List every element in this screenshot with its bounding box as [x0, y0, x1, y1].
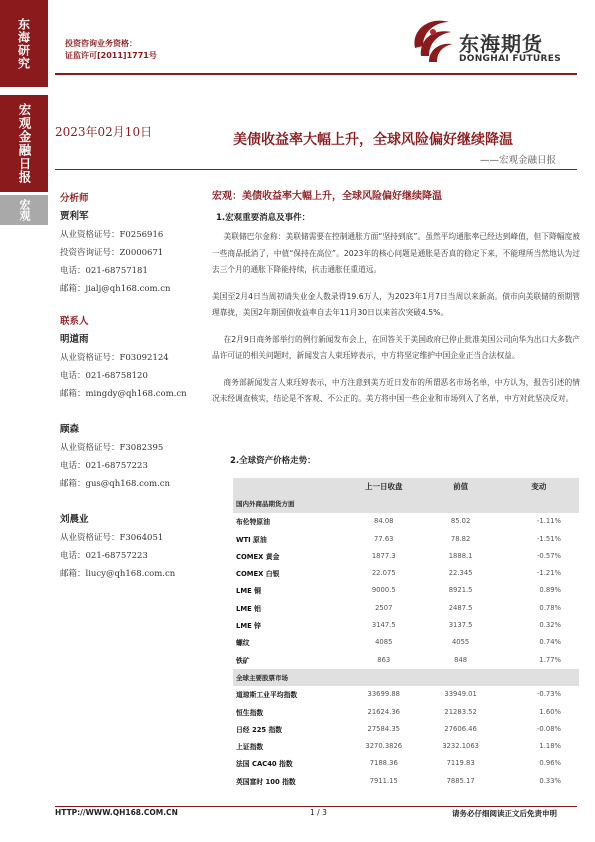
news-paragraph: 美国至2月4日当周初请失业金人数录得19.6万人，为2023年1月7日当周以来新高。债市向美联储的预期管理靠拢，美国2年期国债收益率自去年11月30日以来首次突破4.5%。 — [212, 291, 580, 317]
footer-url[interactable]: HTTP://WWW.QH168.COM.CN — [55, 808, 178, 817]
qualification-label: 投资咨询业务资格： — [65, 39, 137, 48]
previous-value: 78.82 — [423, 530, 499, 547]
change-value: 1.18% — [499, 737, 579, 754]
license-number: 证监许可[2011]1771号 — [65, 51, 157, 60]
contact-email[interactable]: 邮箱：gus@qh168.com.cn — [60, 479, 170, 489]
page-number: 1 / 3 — [310, 808, 327, 817]
contact-name: 刘晨业 — [60, 514, 89, 525]
asset-name: 上证指数 — [233, 737, 345, 754]
contact-cert: 从业资格证号：F0256916 — [60, 230, 164, 240]
change-value: -1.11% — [499, 513, 579, 530]
contact-name: 顾森 — [60, 424, 80, 435]
news-paragraph: 商务部新闻发言人束珏婷表示，中方注意到美方近日发布的所谓恶名市场名单，中方认为，报告引述的情况未经调查核实，结论是不客观、不公正的。美方将中国一些企业和市场列入了名单，中方对此坚决反对。 — [212, 377, 580, 403]
asset-name: 道琼斯工业平均指数 — [233, 686, 345, 703]
contact-cert: 从业资格证号：F3064051 — [60, 533, 164, 543]
contact-person-heading: 联系人 — [60, 316, 89, 327]
contact-phone: 电话：021-68757223 — [60, 461, 148, 471]
header-divider — [55, 73, 577, 75]
logo-chinese-name: 东海期货 — [459, 32, 543, 56]
table-row — [233, 616, 579, 633]
price-heading: 2.全球资产价格走势： — [230, 455, 316, 466]
previous-value: 33949.01 — [423, 686, 499, 703]
change-value: 1.77% — [499, 651, 579, 668]
last-close: 84.08 — [345, 513, 423, 530]
contact-name: 贾利军 — [60, 211, 89, 222]
group-label: 国内外商品期货方面 — [233, 495, 579, 512]
table-row — [233, 651, 579, 668]
asset-name: COMEX 黄金 — [233, 547, 345, 564]
last-close: 3147.5 — [345, 616, 423, 633]
previous-value: 22.345 — [423, 564, 499, 581]
main-content — [212, 187, 580, 466]
table-row — [233, 634, 579, 651]
footer-divider — [55, 806, 577, 807]
asset-name: 铁矿 — [233, 651, 345, 668]
table-row — [233, 530, 579, 547]
contact-phone: 电话：021-68757223 — [60, 551, 148, 561]
table-row — [233, 720, 579, 737]
report-title: 美债收益率大幅上升，全球风险偏好继续降温 — [233, 132, 513, 148]
last-close: 4085 — [345, 634, 423, 651]
title-divider — [55, 169, 577, 170]
last-close: 7188.36 — [345, 755, 423, 772]
change-value: 0.32% — [499, 616, 579, 633]
previous-value: 3232.1063 — [423, 737, 499, 754]
contact-email[interactable]: 邮箱：liucy@qh168.com.cn — [60, 569, 176, 579]
asset-name: LME 锌 — [233, 616, 345, 633]
table-body — [233, 495, 579, 789]
table-row — [233, 686, 579, 703]
report-subtitle: ——宏观金融日报 — [480, 155, 557, 166]
column-header: 上一日收盘 — [345, 478, 423, 495]
previous-value: 3137.5 — [423, 616, 499, 633]
change-value: 0.74% — [499, 634, 579, 651]
change-value: -1.51% — [499, 530, 579, 547]
change-value: -0.57% — [499, 547, 579, 564]
previous-value: 2487.5 — [423, 599, 499, 616]
table-row — [233, 513, 579, 530]
asset-name: LME 铝 — [233, 599, 345, 616]
news-heading: 1.宏观重要消息及事件： — [216, 213, 311, 223]
table-row — [233, 737, 579, 754]
asset-name: 日经 225 指数 — [233, 720, 345, 737]
asset-price-table — [233, 478, 579, 790]
analyst-heading: 分析师 — [60, 193, 89, 204]
previous-value: 8921.5 — [423, 582, 499, 599]
contact-advisory: 投资咨询证号：Z0000671 — [60, 248, 164, 258]
logo-english-name: DONGHAI FUTURES — [459, 54, 561, 64]
change-value: 0.78% — [499, 599, 579, 616]
last-close: 27584.35 — [345, 720, 423, 737]
asset-name: 英国富时 100 指数 — [233, 772, 345, 789]
sidebar-report-type: 宏观金融日报 — [0, 95, 48, 192]
asset-name: COMEX 白银 — [233, 564, 345, 581]
last-close: 863 — [345, 651, 423, 668]
contact-email[interactable]: 邮箱：mingdy@qh168.com.cn — [60, 389, 187, 399]
change-value: 1.60% — [499, 703, 579, 720]
asset-name: 螺纹 — [233, 634, 345, 651]
previous-value: 27606.46 — [423, 720, 499, 737]
last-close: 2507 — [345, 599, 423, 616]
asset-name: LME 铜 — [233, 582, 345, 599]
last-close: 7911.15 — [345, 772, 423, 789]
column-header: 前值 — [423, 478, 499, 495]
group-label: 全球主要股票市场 — [233, 668, 579, 685]
last-close: 33699.88 — [345, 686, 423, 703]
previous-value: 85.02 — [423, 513, 499, 530]
previous-value: 1888.1 — [423, 547, 499, 564]
contact-cert: 从业资格证号：F03092124 — [60, 353, 169, 363]
contact-cert: 从业资格证号：F3082395 — [60, 443, 164, 453]
column-header: 变动 — [499, 478, 579, 495]
previous-value: 848 — [423, 651, 499, 668]
change-value: -1.21% — [499, 564, 579, 581]
contact-phone: 电话：021-68758120 — [60, 371, 148, 381]
table-header-row — [233, 478, 579, 495]
asset-name: WTI 原油 — [233, 530, 345, 547]
last-close: 77.63 — [345, 530, 423, 547]
change-value: -0.08% — [499, 720, 579, 737]
last-close: 3270.3826 — [345, 737, 423, 754]
contact-email[interactable]: 邮箱：jialj@qh168.com.cn — [60, 284, 171, 294]
table-row — [233, 599, 579, 616]
last-close: 9000.5 — [345, 582, 423, 599]
last-close: 22.075 — [345, 564, 423, 581]
table-row — [233, 772, 579, 789]
table-row — [233, 703, 579, 720]
change-value: 0.33% — [499, 772, 579, 789]
sidebar-company: 东海研究 — [0, 0, 48, 87]
previous-value: 4055 — [423, 634, 499, 651]
previous-value: 7885.17 — [423, 772, 499, 789]
news-paragraph: 在2月9日商务部举行的例行新闻发布会上，在回答关于美国政府已停止批准美国公司向华为出口大多数产品许可证的相关问题时，新闻发言人束珏婷表示，中方将坚定维护中国企业正当合法权益。 — [212, 334, 580, 360]
last-close: 1877.3 — [345, 547, 423, 564]
table-row — [233, 547, 579, 564]
contacts-column — [60, 190, 210, 583]
table-row — [233, 755, 579, 772]
report-date: 2023年02月10日 — [55, 125, 153, 139]
sidebar-category: 宏观 — [0, 195, 48, 225]
column-header — [233, 478, 345, 495]
asset-name: 法国 CAC40 指数 — [233, 755, 345, 772]
qualification-block — [65, 38, 157, 62]
contact-phone: 电话：021-68757181 — [60, 266, 148, 276]
last-close: 21624.36 — [345, 703, 423, 720]
previous-value: 21283.52 — [423, 703, 499, 720]
asset-name: 布伦特原油 — [233, 513, 345, 530]
table-row — [233, 582, 579, 599]
contact-name: 明道雨 — [60, 334, 89, 345]
previous-value: 7119.83 — [423, 755, 499, 772]
company-logo — [407, 10, 577, 72]
change-value: -0.73% — [499, 686, 579, 703]
table-group-row — [233, 668, 579, 685]
change-value: 0.89% — [499, 582, 579, 599]
news-paragraph: 美联储巴尔金称：美联储需要在控制通胀方面“坚持到底”。虽然平均通胀率已经达到峰值，但下降幅度被一些商品抵消了，中值“保持在高位”。2023年的核心问题是通胀是否真的稳定下来，不能理所当然地认为过去三个月的通胀下降能持续，抗击通胀任重道远。 — [212, 232, 580, 274]
table-row — [233, 564, 579, 581]
table-group-row — [233, 495, 579, 512]
section-title: 宏观：美债收益率大幅上升，全球风险偏好继续降温 — [212, 191, 442, 202]
asset-name: 恒生指数 — [233, 703, 345, 720]
change-value: 0.96% — [499, 755, 579, 772]
logo-mark-icon — [407, 10, 457, 70]
footer-disclaimer: 请务必仔细阅读正文后免责申明 — [452, 809, 557, 818]
